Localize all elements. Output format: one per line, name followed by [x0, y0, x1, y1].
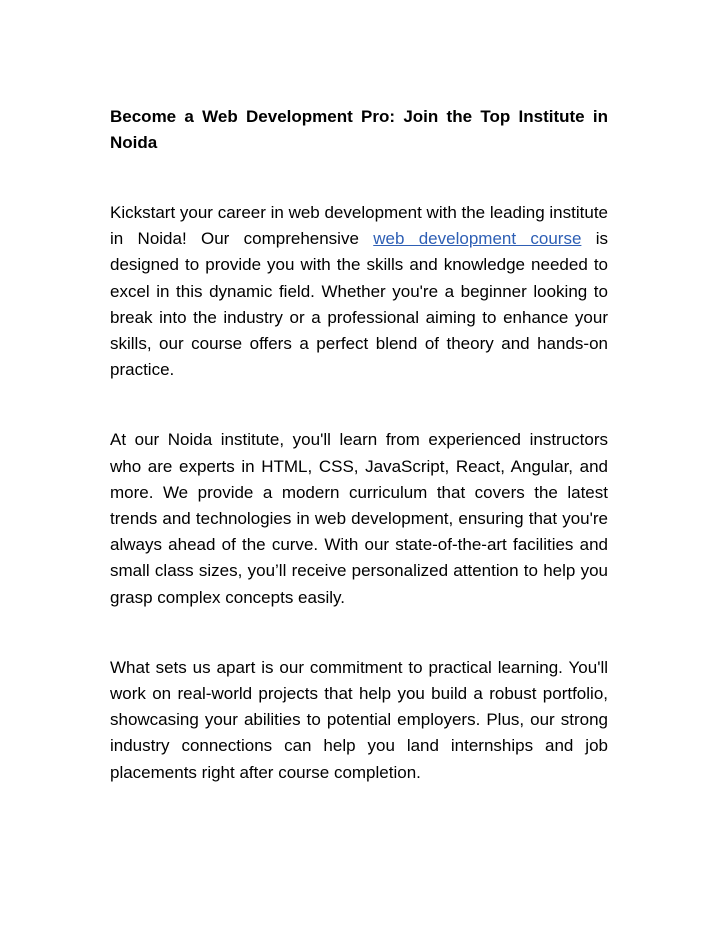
document-page	[110, 104, 608, 786]
page-title: Become a Web Development Pro: Join the Top Institute in Noida	[110, 107, 608, 152]
institute-paragraph: At our Noida institute, you'll learn from experienced instructors who are experts in HTML, CSS, JavaScript, React, Angular, and more. We provide a modern curriculum that covers the latest trends and technologies in web development, ensuring that you're always ahead of the curve. With our state-of-the-art facilities and small class sizes, you’ll receive personalized attention to help you grasp complex concepts easily.	[110, 430, 608, 607]
intro-text-before-link: Kickstart your career in web development with the leading institute in Noida! Our comprehensive	[110, 203, 608, 249]
intro-paragraph	[110, 200, 608, 383]
practical-learning-paragraph: What sets us apart is our commitment to practical learning. You'll work on real-world projects that help you build a robust portfolio, showcasing your abilities to potential employers. Plus, our strong industry connections can help you land internships and job placements right after course completion.	[110, 657, 608, 782]
intro-text-after-link: is designed to provide you with the skills and knowledge needed to excel in this dynamic field. Whether you're a beginner looking to break into the industry or a professional aiming to enhance your skills, our course offers a perfect blend of theory and hands-on practice.	[110, 229, 608, 380]
web-development-course-link[interactable]: web development course	[373, 229, 582, 249]
